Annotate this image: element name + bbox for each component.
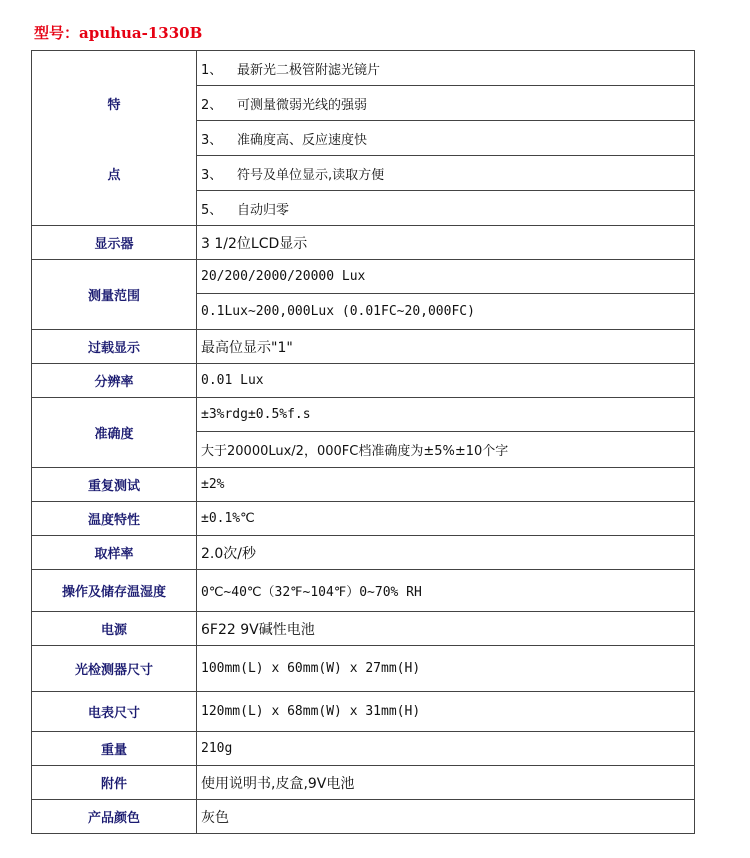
feature-num: 3、 xyxy=(201,167,223,183)
spec-row xyxy=(32,536,695,570)
spec-value: 0.1Lux~200,000Lux (0.01FC~20,000FC) xyxy=(197,294,695,330)
spec-row xyxy=(32,398,695,432)
spec-row xyxy=(32,260,695,294)
spec-value: 120mm(L) x 68mm(W) x 31mm(H) xyxy=(197,692,695,732)
spec-value: 100mm(L) x 60mm(W) x 27mm(H) xyxy=(197,646,695,692)
spec-value: 0℃~40℃（32℉~104℉）0~70% RH xyxy=(197,570,695,612)
spec-value: 20/200/2000/20000 Lux xyxy=(197,260,695,294)
features-label-top: 特 xyxy=(107,97,121,113)
spec-value: 使用说明书,皮盒,9V电池 xyxy=(197,766,695,800)
spec-table xyxy=(31,50,695,834)
spec-value: ±3%rdg±0.5%f.s xyxy=(197,398,695,432)
spec-row xyxy=(32,226,695,260)
feature-row xyxy=(32,51,695,86)
feature-num: 2、 xyxy=(201,97,223,113)
spec-value: ±2% xyxy=(197,468,695,502)
feature-item xyxy=(197,51,695,86)
spec-row xyxy=(32,468,695,502)
feature-num: 3、 xyxy=(201,132,223,148)
spec-label: 过载显示 xyxy=(32,330,197,364)
spec-label: 电表尺寸 xyxy=(32,692,197,732)
spec-label: 电源 xyxy=(32,612,197,646)
features-label xyxy=(32,51,197,226)
spec-value: 0.01 Lux xyxy=(197,364,695,398)
model-title: 型号：apuhua-1330B xyxy=(34,24,203,42)
spec-value: 2.0次/秒 xyxy=(197,536,695,570)
feature-text: 准确度高、反应速度快 xyxy=(237,132,368,148)
spec-value: 最高位显示"1" xyxy=(197,330,695,364)
feature-text: 最新光二极管附滤光镜片 xyxy=(237,62,381,78)
spec-row xyxy=(32,502,695,536)
spec-row xyxy=(32,800,695,834)
feature-item xyxy=(197,121,695,156)
spec-value: 灰色 xyxy=(197,800,695,834)
spec-label: 准确度 xyxy=(32,398,197,468)
spec-row xyxy=(32,766,695,800)
feature-item xyxy=(197,86,695,121)
feature-text: 符号及单位显示,读取方便 xyxy=(237,167,385,183)
spec-row xyxy=(32,612,695,646)
spec-row xyxy=(32,692,695,732)
spec-value: 6F22 9V碱性电池 xyxy=(197,612,695,646)
spec-label: 测量范围 xyxy=(32,260,197,330)
spec-label: 重量 xyxy=(32,732,197,766)
feature-num: 5、 xyxy=(201,202,223,218)
spec-value: 210g xyxy=(197,732,695,766)
feature-item xyxy=(197,156,695,191)
spec-row xyxy=(32,330,695,364)
spec-row xyxy=(32,732,695,766)
spec-label: 分辨率 xyxy=(32,364,197,398)
spec-label: 操作及储存温湿度 xyxy=(32,570,197,612)
spec-value: 大于20000Lux/2，000FC档准确度为±5%±10个字 xyxy=(197,432,695,468)
spec-label: 光检测器尺寸 xyxy=(32,646,197,692)
features-label-bottom: 点 xyxy=(107,167,121,183)
feature-item xyxy=(197,191,695,226)
feature-num: 1、 xyxy=(201,62,223,78)
spec-label: 温度特性 xyxy=(32,502,197,536)
spec-label: 重复测试 xyxy=(32,468,197,502)
spec-label: 产品颜色 xyxy=(32,800,197,834)
spec-row xyxy=(32,570,695,612)
spec-value: ±0.1%℃ xyxy=(197,502,695,536)
spec-label: 显示器 xyxy=(32,226,197,260)
feature-text: 自动归零 xyxy=(237,202,290,218)
spec-value: 3 1/2位LCD显示 xyxy=(197,226,695,260)
spec-label: 附件 xyxy=(32,766,197,800)
spec-row xyxy=(32,646,695,692)
spec-row xyxy=(32,364,695,398)
feature-text: 可测量微弱光线的强弱 xyxy=(237,97,368,113)
spec-label: 取样率 xyxy=(32,536,197,570)
